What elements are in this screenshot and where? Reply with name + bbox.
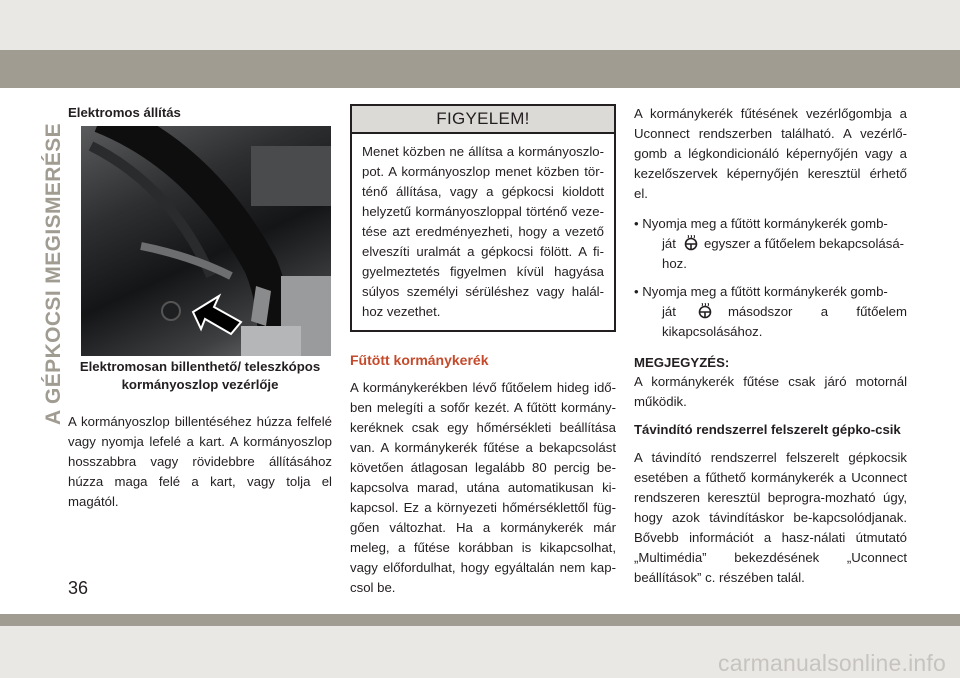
side-section-title: A GÉPKOCSI MEGISMERÉSE <box>42 122 65 425</box>
steering-column-illustration <box>81 126 331 356</box>
watermark: carmanualsonline.info <box>718 650 946 676</box>
footer-band <box>0 614 960 626</box>
section-heading-heated-wheel: Fűtött kormánykerék <box>350 352 489 368</box>
figure-caption: Elektromosan billenthető/ teleszkópos kormányoszlop vezérlője <box>79 359 321 392</box>
steering-column-photo <box>81 126 331 356</box>
note-text: A kormánykerék fűtése csak járó motornál működik. <box>634 374 907 409</box>
column-right <box>634 104 907 588</box>
heated-steering-wheel-icon <box>684 235 698 251</box>
header-band-light <box>0 0 960 50</box>
section-heading-power-adjust: Elektromos állítás <box>68 105 181 120</box>
tilt-telescope-instructions: A kormányoszlop billentéséhez húzza felfelé vagy nyomja lefelé a kart. A kormányoszlop hosszabbra vagy rövidebbre állításához húzza maga felé a kart, vagy tolja el magától. <box>68 414 332 509</box>
warning-title: FIGYELEM! <box>352 106 614 134</box>
warning-box <box>350 104 616 332</box>
section-heading-remote-start: Távindító rendszerrel felszerelt gépko-csik <box>634 422 901 437</box>
heated-steering-wheel-icon <box>698 303 712 319</box>
column-left <box>68 104 332 512</box>
list-item-turn-on: • Nyomja meg a fűtött kormánykerék gomb- ját egyszer a fűtőelem bekapcsolásá- hoz. <box>634 216 905 271</box>
heated-wheel-control-intro: A kormánykerék fűtésének vezérlőgombja a Uconnect rendszerben található. A vezérlő-gomb a légkondicionáló képernyőjén vagy a kezelőszervek képernyőjén keresztül érhető el. <box>634 106 907 201</box>
pointer-arrow-icon <box>193 296 241 334</box>
heated-wheel-description: A kormánykerékben lévő fűtőelem hideg idő-ben melegíti a sofőr kezét. A fűtött kormány-keréknek csak egy hőmérsékleti beállítása van. A kormánykerék fűtése a bekapcsolást követően átlagosan legalább 80 percig be-kapcsolva marad, utána automatikusan ki-kapcsol. Ez a környezeti hőmérséklettől füg-gően változhat. Ha a kormánykerék már meleg, a fűtése korábban is kikapcsolhat, vagy előfordulhat, hogy egyáltalán nem kap-csol be. <box>350 380 616 595</box>
warning-text: Menet közben ne állítsa a kormányoszlo-pot. A kormányoszlop menet közben tör-ténő állítása, vagy a gépkocsi kioldott helyzetű kormányoszloppal történő veze-tése azt eredményezheti, hogy a vezető elveszíti uralmát a gépkocsi fölött. A fi-gyelmeztetés figyelmen kívül hagyása súlyos személyi sérüléshez vagy halál-hoz vezethet. <box>362 144 604 319</box>
page-number: 36 <box>68 578 89 598</box>
list-item-turn-off: • Nyomja meg a fűtött kormánykerék gomb- ját másodszor a fűtőelem kikapcsolásához. <box>634 284 907 339</box>
remote-start-description: A távindító rendszerrel felszerelt gépkocsik esetében a fűthető kormánykerék a Uconnect rendszeren keresztül beprogra-mozható úgy, hogy azok távindításkor be-kapcsolódjanak. Bővebb információt a hasz-nálati útmutató „Multimédia” bekezdésének „Uconnect beállítások” c. részében talál. <box>634 450 907 585</box>
column-middle <box>350 104 616 598</box>
header-band <box>0 50 960 88</box>
note-label: MEGJEGYZÉS: <box>634 355 730 370</box>
